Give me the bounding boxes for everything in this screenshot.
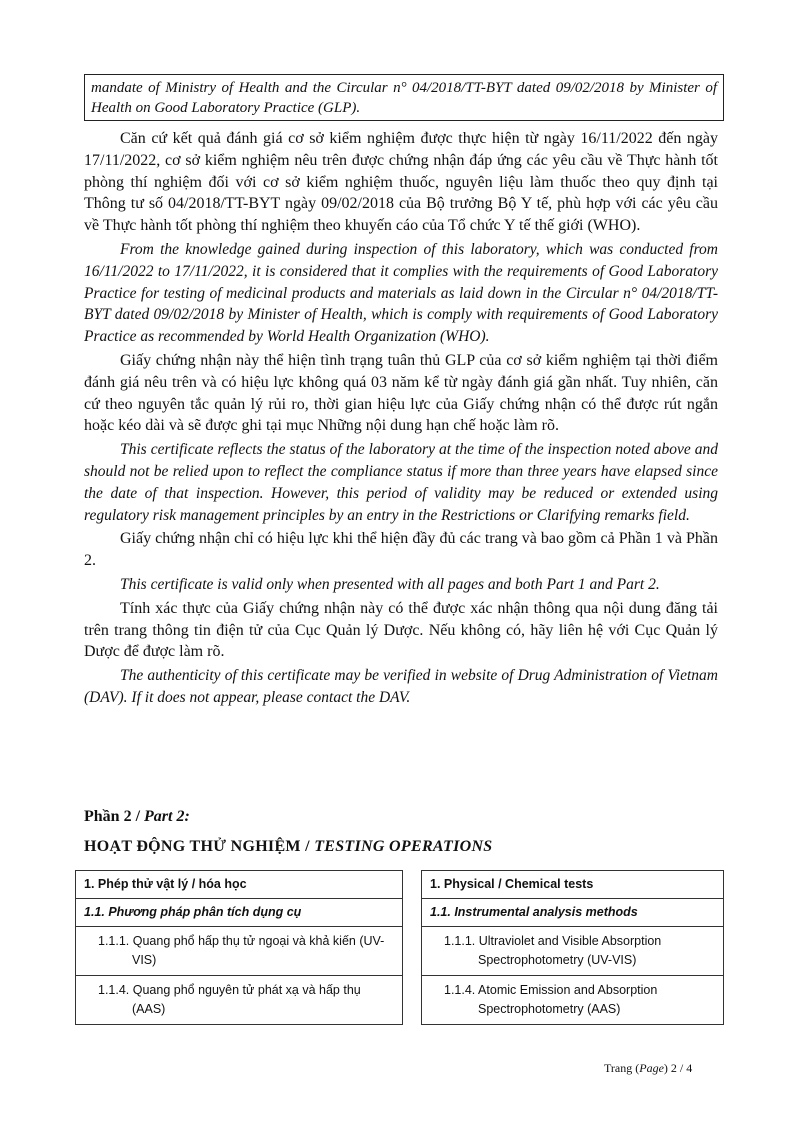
- page-label: Trang (: [604, 1061, 640, 1075]
- paragraph-vi-validity: Giấy chứng nhận chỉ có hiệu lực khi thể hiện đầy đủ các trang và bao gồm cả Phần 1 và Phần 2.: [84, 530, 718, 570]
- part-heading: [84, 808, 190, 826]
- paragraph-vi-status: Giấy chứng nhận này thể hiện tình trạng tuân thủ GLP của cơ sở kiểm nghiệm tại thời điểm đánh giá nêu trên và có hiệu lực không quá 03 năm kể từ ngày đánh giá gần nhất. Tuy nhiên, căn cứ theo nguyên tắc quản lý rủi ro, thời gian hiệu lực của Giấy chứng nhận có thể được rút ngắn hoặc kéo dài và sẽ được ghi tại mục Những nội dung hạn chế hoặc làm rõ.: [84, 351, 718, 435]
- table-header-cell: 1. Phép thử vật lý / hóa học: [84, 877, 247, 891]
- table-row: [76, 899, 403, 927]
- table-item-cell: 1.1.1. Ultraviolet and Visible Absorption Spectrophotometry (UV-VIS): [444, 934, 662, 967]
- paragraph-vi-authenticity: Tính xác thực của Giấy chứng nhận này có thể được xác nhận thông qua nội dung đăng tải trên trang thông tin điện tử của Cục Quản lý Dược. Nếu không có, hãy liên hệ với Cục Quản lý Dược để được làm rõ.: [84, 599, 718, 661]
- tests-table-en: [421, 870, 724, 1025]
- table-row: [76, 871, 403, 899]
- paragraph-vi-assessment: Căn cứ kết quả đánh giá cơ sở kiểm nghiệm được thực hiện từ ngày 16/11/2022 đến ngày 17/11/2022, cơ sở kiểm nghiệm nêu trên được chứng nhận đáp ứng các yêu cầu về Thực hành tốt phòng thí nghiệm đối với cơ sở kiểm nghiệm thuốc, nguyên liệu làm thuốc theo quy định tại Thông tư số 04/2018/TT-BYT ngày 09/02/2018 của Bộ trưởng Bộ Y tế, phù hợp với các yêu cầu về Thực hành tốt phòng thí nghiệm theo khuyến cáo của Tổ chức Y tế thế giới (WHO).: [84, 130, 718, 235]
- page-count: ) 2 / 4: [663, 1061, 693, 1075]
- table-subheader-cell: 1.1. Phương pháp phân tích dụng cụ: [84, 905, 302, 919]
- part-heading-vi: Phần 2 /: [84, 808, 145, 825]
- continuation-box: [84, 74, 724, 121]
- page-word: Page: [639, 1061, 664, 1075]
- table-row: [422, 899, 724, 927]
- part-heading-en: Part 2:: [144, 808, 190, 825]
- table-row: [422, 871, 724, 899]
- table-row: [422, 976, 724, 1025]
- certificate-body: [84, 128, 718, 711]
- table-row: [422, 927, 724, 976]
- table-item-cell: 1.1.4. Atomic Emission and Absorption Spectrophotometry (AAS): [444, 983, 658, 1016]
- continuation-text: mandate of Ministry of Health and the Circular n° 04/2018/TT-BYT dated 09/02/2018 by Minister of Health on Good Laboratory Practice (GLP).: [91, 80, 717, 116]
- table-row: [76, 976, 403, 1025]
- section-heading-en: TESTING OPERATIONS: [314, 838, 493, 855]
- section-heading-vi: HOẠT ĐỘNG THỬ NGHIỆM /: [84, 838, 315, 855]
- table-subheader-cell: 1.1. Instrumental analysis methods: [430, 905, 638, 919]
- paragraph-en-authenticity: The authenticity of this certificate may be verified in website of Drug Administration of Vietnam (DAV). If it does not appear, please contact the DAV.: [84, 667, 718, 706]
- page-number: [604, 1061, 692, 1076]
- table-header-cell: 1. Physical / Chemical tests: [430, 877, 594, 891]
- paragraph-en-status: This certificate reflects the status of the laboratory at the time of the inspection noted above and should not be relied upon to reflect the compliance status if more than three years have elapsed since the date of that inspection. However, this period of validity may be reduced or extended using regulatory risk management principles by an entry in the Restrictions or Clarifying remarks field.: [84, 441, 718, 524]
- paragraph-en-validity: This certificate is valid only when presented with all pages and both Part 1 and Part 2.: [120, 575, 660, 593]
- paragraph-en-assessment: From the knowledge gained during inspection of this laboratory, which was conducted from 16/11/2022 to 17/11/2022, it is considered that it complies with the requirements of Good Laboratory Practice for testing of medicinal products and materials as laid down in the Circular n° 04/2018/TT-BYT dated 09/02/2018 by Minister of Health, which is comply with requirements of Good Laboratory Practice as recommended by World Health Organization (WHO).: [84, 240, 718, 346]
- table-row: [76, 927, 403, 976]
- table-item-cell: 1.1.1. Quang phổ hấp thụ tử ngoại và khả kiến (UV-VIS): [98, 934, 385, 967]
- section-heading: [84, 838, 493, 856]
- table-item-cell: 1.1.4. Quang phổ nguyên tử phát xạ và hấp thụ (AAS): [98, 983, 361, 1016]
- tests-table-vi: [75, 870, 403, 1025]
